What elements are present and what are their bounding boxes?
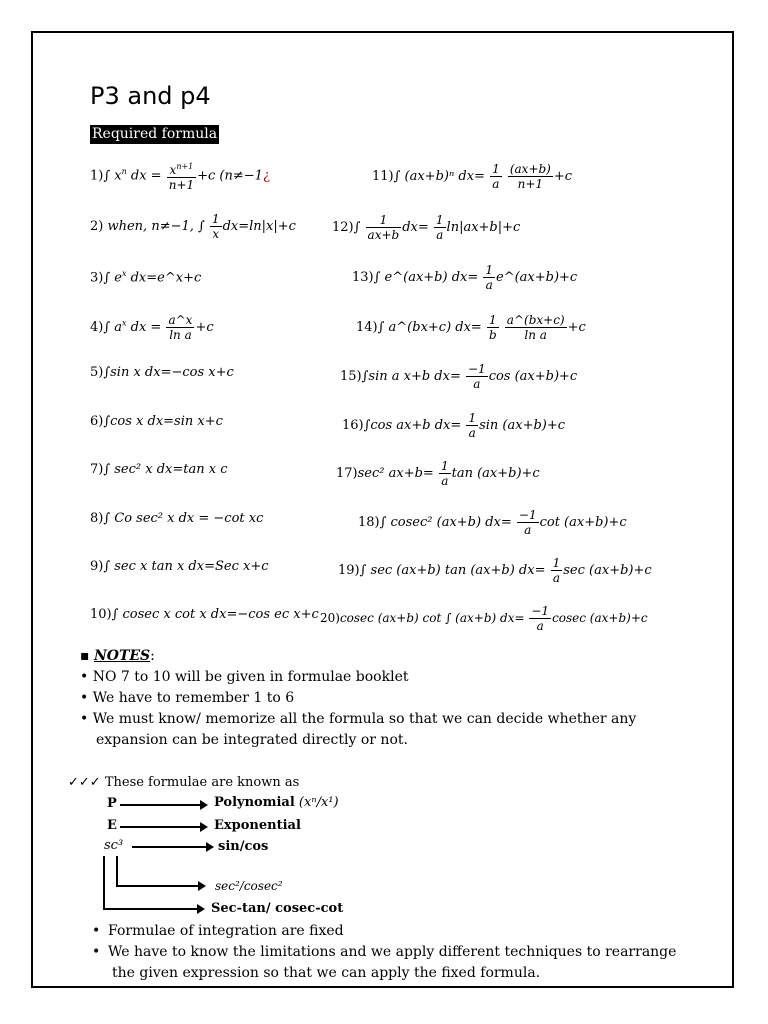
page-title: P3 and p4 (90, 82, 211, 110)
formula-18: 18)∫ cosec² (ax+b) dx= $\frac{-1}{a}$ cot (ax+b)+c (358, 508, 627, 537)
note-item: expansion can be integrated directly or not. (96, 732, 408, 748)
section-heading: Required formula (92, 126, 218, 142)
formula-8: 8)∫ Co sec² x dx = −cot xc (90, 511, 264, 526)
p-label: P (107, 796, 117, 811)
polynomial-label: Polynomial (xⁿ/x¹) (214, 795, 339, 810)
formula-4: 4)∫ $a^x$ dx = $\frac{a\^{}x}{\text{ln a}}$ +c (90, 313, 214, 342)
connector-line (116, 856, 118, 886)
formula-13: 13)∫ e^(ax+b) dx= $\frac{1}{a}$ e^(ax+b)+c (352, 263, 578, 292)
note-item: • We must know/ memorize all the formula so that we can decide whether any (80, 711, 637, 727)
formula-14: 14)∫ a^(bx+c) dx= $\frac{1}{b}$ $\frac{a\^{}(bx+c)}{\text{ln a}}$ +c (356, 313, 586, 342)
arrow-right-icon (132, 846, 212, 848)
notes-block (80, 646, 636, 751)
formula-3: 3)∫ $e^x$ dx=e^x+c (90, 269, 202, 286)
formula-1: 1)∫ $x^n$ dx = $\frac{x^{n+1}}{n+1}$ +c (n≠−1¿ (90, 162, 270, 192)
formula-11: 11)∫ (ax+b)ⁿ dx= $\frac{1}{a}$ $\frac{(ax+b)}{n+1}$ +c (372, 162, 573, 191)
note-item: • We have to remember 1 to 6 (80, 690, 295, 706)
formula-6: 6)∫cos x dx=sin x+c (90, 414, 223, 429)
arrow-right-icon (120, 804, 206, 806)
note-item: • NO 7 to 10 will be given in formulae booklet (80, 669, 409, 685)
sincos-label: sin/cos (218, 839, 269, 854)
formula-10: 10)∫ cosec x cot x dx=−cos ec x+c (90, 607, 319, 622)
formula-7: 7)∫ sec² x dx=tan x c (90, 462, 228, 477)
arrow-right-icon (103, 908, 203, 910)
known-intro: ✓✓✓ These formulae are known as (68, 775, 300, 790)
notes-heading-row: ▪ NOTES: (80, 648, 155, 664)
bullets-block (92, 921, 676, 984)
formula-9: 9)∫ sec x tan x dx=Sec x+c (90, 559, 269, 574)
checkmark-icon: ✓✓✓ (68, 775, 101, 790)
formula-17: 17)sec² ax+b= $\frac{1}{a}$ tan (ax+b)+c (336, 459, 540, 488)
connector-line (103, 856, 105, 909)
arrow-right-icon (120, 826, 206, 828)
exponential-label: Exponential (214, 818, 301, 833)
sec-cosec-label: sec²/cosec² (215, 879, 283, 893)
bullet-item: • We have to know the limitations and we apply different techniques to rearrange (92, 944, 677, 960)
formula-15: 15)∫sin a x+b dx= $\frac{-1}{a}$ cos (ax+b)+c (340, 362, 578, 391)
arrow-right-icon (116, 885, 204, 887)
e-label: E (107, 818, 117, 833)
sectan-label: Sec-tan/ cosec-cot (211, 901, 344, 916)
formula-16: 16)∫cos ax+b dx= $\frac{1}{a}$ sin (ax+b)+c (342, 411, 566, 440)
formula-2: 2) when, n≠−1, ∫ $\frac{1}{x}$ dx=ln|x|+c (90, 212, 296, 241)
formula-12: 12)∫ $\frac{1}{ax+b}$ dx= $\frac{1}{a}$ ln|ax+b|+c (332, 213, 521, 242)
formula-19: 19)∫ sec (ax+b) tan (ax+b) dx= $\frac{1}{a}$ sec (ax+b)+c (338, 556, 652, 585)
bullet-item: the given expression so that we can apply the fixed formula. (112, 965, 541, 981)
sc-label: sc³ (104, 838, 124, 853)
bullet-item: • Formulae of integration are fixed (92, 923, 344, 939)
formula-5: 5)∫sin x dx=−cos x+c (90, 365, 234, 380)
formula-20: 20)cosec (ax+b) cot ∫ (ax+b) dx= $\frac{-1}{a}$ cosec (ax+b)+c (320, 604, 648, 633)
